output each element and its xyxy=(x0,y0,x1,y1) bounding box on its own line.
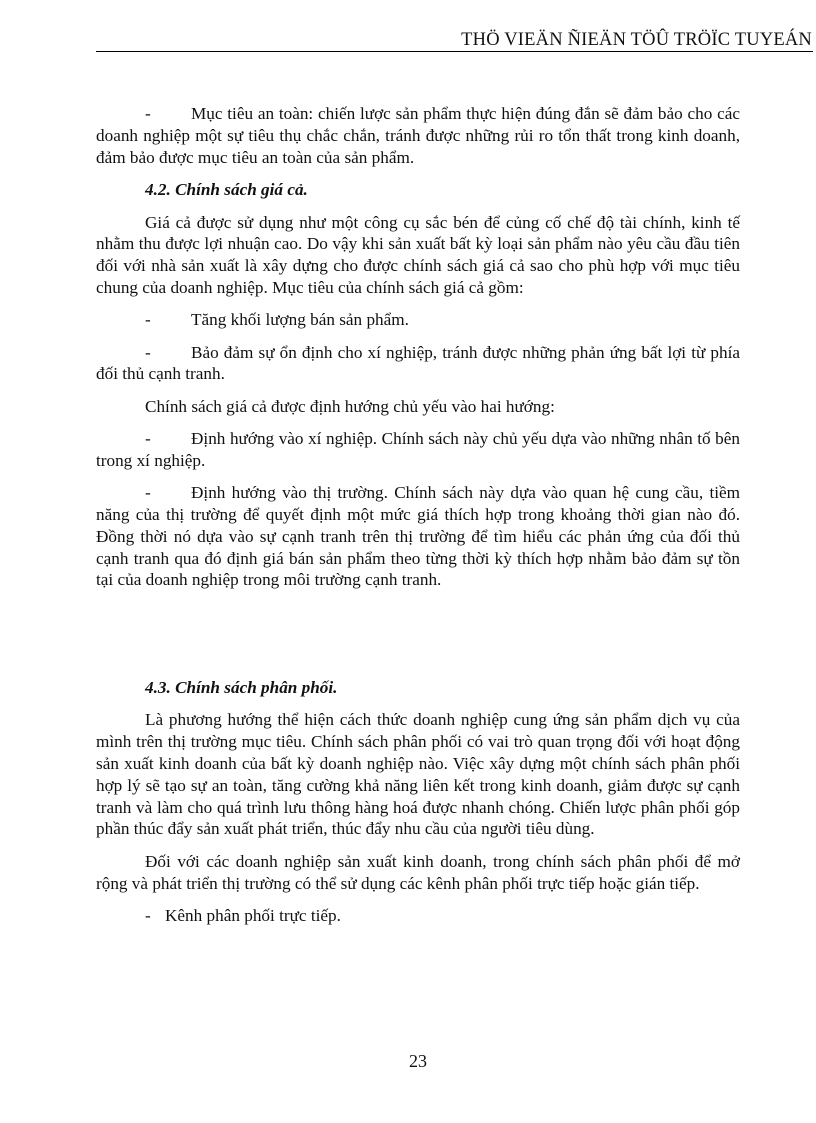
bullet-text: Định hướng vào thị trường. Chính sách này dựa vào quan hệ cung cầu, tiềm năng của thị trường để quyết định một mức giá thích hợp trong khoảng thời gian nào đó. Đồng thời nó dựa vào sự cạnh tranh trên thị trường để tìm hiểu các phản ứng của đối thủ cạnh tranh qua đó định giá bán sản phẩm theo từng thời kỳ thích hợp nhằm bảo đảm sự tồn tại của doanh nghiệp trong môi trường cạnh tranh. xyxy=(96,483,740,590)
bullet-stability xyxy=(96,342,740,386)
bullet-dash: - xyxy=(145,905,151,925)
blank-gap xyxy=(96,602,740,677)
bullet-increase-sales xyxy=(96,309,740,331)
bullet-dash: - xyxy=(145,429,151,449)
bullet-text: Bảo đảm sự ổn định cho xí nghiệp, tránh được những phản ứng bất lợi từ phía đối thủ cạnh tranh. xyxy=(96,342,740,384)
section-heading-4-2: 4.2. Chính sách giá cả. xyxy=(145,179,308,199)
bullet-direct-channel xyxy=(96,905,740,927)
page-header-title: THÖ VIEÄN ÑIEÄN TÖÛ TRÖÏC TUYEÁN xyxy=(461,30,812,50)
bullet-dash: - xyxy=(145,342,151,362)
bullet-market-oriented xyxy=(96,482,740,591)
document-body xyxy=(96,103,740,937)
bullet-text: Mục tiêu an toàn: chiến lược sản phẩm thực hiện đúng đắn sẽ đảm bảo cho các doanh nghiệp một sự tiêu thụ chắc chắn, tránh được những rủi ro tổn thất trong kinh doanh, đảm bảo được mục tiêu an toàn của sản phẩm. xyxy=(96,104,740,167)
paragraph-distribution-intro: Là phương hướng thể hiện cách thức doanh nghiệp cung ứng sản phẩm dịch vụ của mình trên thị trường mục tiêu. Chính sách phân phối có vai trò quan trọng đối với hoạt động sản xuất kinh doanh của bất kỳ doanh nghiệp nào. Việc xây dựng một chính sách phân phối hợp lý sẽ tạo sự an toàn, tăng cường khả năng liên kết trong kinh doanh, giảm được sự cạnh tranh và làm cho quá trình lưu thông hàng hoá được nhanh chóng. Chiến lược phân phối góp phần thúc đẩy sản xuất phát triển, thúc đẩy nhu cầu của người tiêu dùng. xyxy=(96,710,740,839)
paragraph-pricing-intro: Giá cả được sử dụng như một công cụ sắc bén để củng cố chế độ tài chính, kinh tế nhằm thu được lợi nhuận cao. Do vậy khi sản xuất bất kỳ loại sản phẩm nào yêu cầu đầu tiên đối với nhà sản xuất là xây dựng cho được chính sách giá cả sao cho phù hợp với mục tiêu chung của doanh nghiệp. Mục tiêu của chính sách giá cả gồm: xyxy=(96,212,740,298)
bullet-text: Tăng khối lượng bán sản phẩm. xyxy=(191,310,409,330)
paragraph-distribution-channels: Đối với các doanh nghiệp sản xuất kinh doanh, trong chính sách phân phối để mở rộng và phát triển thị trường có thể sử dụng các kênh phân phối trực tiếp hoặc gián tiếp. xyxy=(96,851,740,893)
bullet-enterprise-oriented xyxy=(96,428,740,472)
paragraph-pricing-directions: Chính sách giá cả được định hướng chủ yếu vào hai hướng: xyxy=(145,396,555,416)
page-number: 23 xyxy=(409,1051,427,1071)
section-heading-4-3: 4.3. Chính sách phân phối. xyxy=(145,677,338,697)
bullet-safety-goal xyxy=(96,103,740,168)
bullet-dash: - xyxy=(145,483,151,503)
bullet-text: Định hướng vào xí nghiệp. Chính sách này chủ yếu dựa vào những nhân tố bên trong xí nghiệp. xyxy=(96,429,740,470)
bullet-text: Kênh phân phối trực tiếp. xyxy=(165,905,341,925)
bullet-dash: - xyxy=(145,104,151,123)
header-rule xyxy=(96,51,813,52)
bullet-dash: - xyxy=(145,310,151,330)
